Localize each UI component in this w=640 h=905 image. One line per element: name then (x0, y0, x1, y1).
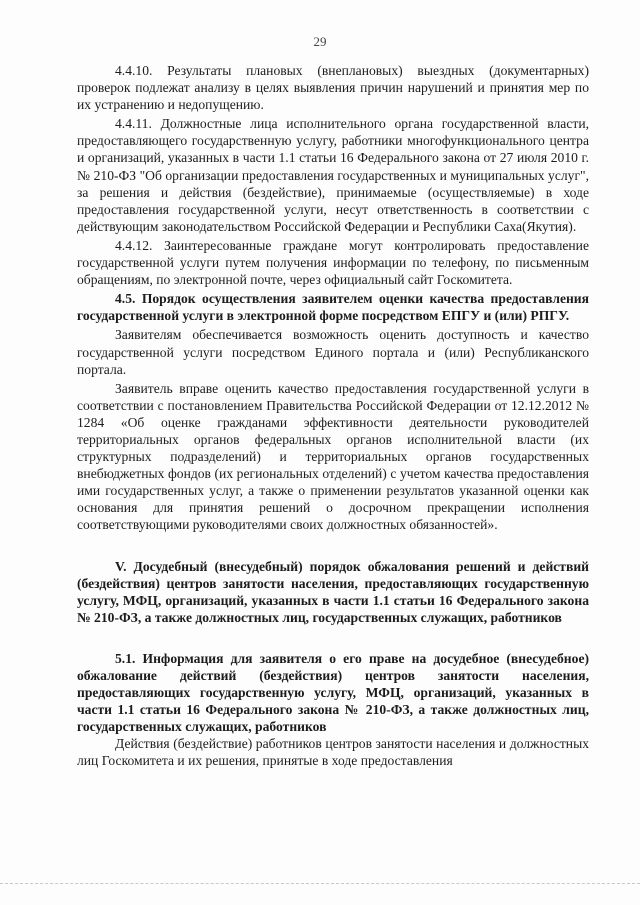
heading-5-1: 5.1. Информация для заявителя о его праве на досудебное (внесудебное) обжалование действий (бездействия) центров занятости населения, предоставляющих государственную услугу, МФЦ, организаций, указанных в части 1.1 статьи 16 Федерального закона № 210-ФЗ, а также должностных лиц, государственных служащих, работников (77, 650, 589, 735)
paragraph-4-5-quality-assessment: Заявитель вправе оценить качество предоставления государственной услуги в соответствии с постановлением Правительства Российской Федерации от 12.12.2012 № 1284 «Об оценке гражданами эффективности деятельности руководителей территориальных органов федеральных органов исполнительной власти (их структурных подразделений) и территориальных органов государственных внебюджетных фондов (их региональных отделений) с учетом качества предоставления ими государственных услуг, а также о применении результатов указанной оценки как основания для принятия решений о досрочном прекращении исполнения соответствующими руководителями своих должностных обязанностей». (77, 380, 589, 533)
scan-edge-line (0, 883, 640, 884)
paragraph-4-4-10: 4.4.10. Результаты плановых (внеплановых) выездных (документарных) проверок подлежат анализу в целях выявления причин нарушений и принятия мер по их устранению и недопущению. (77, 63, 589, 113)
heading-4-5: 4.5. Порядок осуществления заявителем оценки качества предоставления государственной услуги в электронной форме посредством ЕПГУ и (или) РПГУ. (77, 291, 589, 324)
section-heading-v: V. Досудебный (внесудебный) порядок обжалования решений и действий (бездействия) центров занятости населения, предоставляющих государственную услугу, МФЦ, организаций, указанных в части 1.1 статьи 16 Федерального закона № 210-ФЗ, а также должностных лиц, государственных служащих, работников (77, 558, 589, 625)
paragraph-4-4-12: 4.4.12. Заинтересованные граждане могут контролировать предоставление государственной услуги путем получения информации по телефону, по письменным обращениям, по электронной почте, через официальный сайт Госкомитета. (77, 237, 589, 288)
document-body (77, 62, 589, 770)
page-number: 29 (313, 34, 327, 49)
paragraph-4-5-accessibility: Заявителям обеспечивается возможность оценить доступность и качество государственной услуги посредством Единого портала и (или) Республиканского портала. (77, 327, 589, 377)
paragraph-4-4-11: 4.4.11. Должностные лица исполнительного органа государственной власти, предоставляющего государственную услугу, работники многофункционального центра и организаций, указанных в части 1.1 статьи 16 Федерального закона от 27 июля 2010 г. № 210-ФЗ "Об организации предоставления государственных и муниципальных услуг", за решения и действия (бездействие), принимаемые (осуществляемые) в ходе предоставления государственной услуги, несут ответственность в соответствии с действующим законодательством Российской Федерации и Республики Саха(Якутия). (77, 116, 589, 234)
paragraph-5-1-actions: Действия (бездействие) работников центров занятости населения и должностных лиц Госкомитета и их решения, принятые в ходе предоставления (77, 736, 589, 769)
